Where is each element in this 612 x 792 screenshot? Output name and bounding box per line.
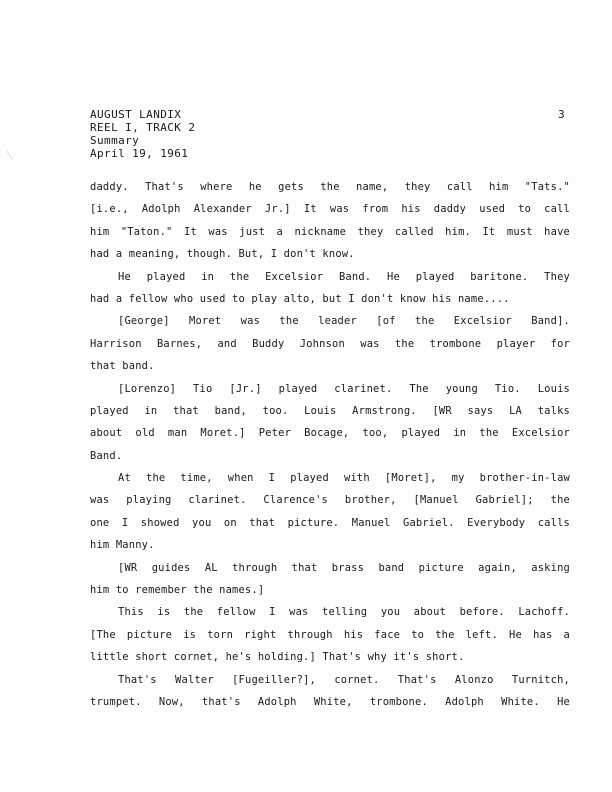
transcript-line: him to remember the names.]: [90, 584, 265, 597]
document-type: Summary: [90, 134, 140, 147]
transcript-line: [WR guides AL through that brass band picture again, asking: [118, 561, 570, 574]
transcript-line: He played in the Excelsior Band. He played baritone. They: [118, 270, 570, 283]
transcript-line: that band.: [90, 360, 155, 373]
transcript-line: had a meaning, though. But, I don't know.: [90, 248, 355, 261]
reel-track: REEL I, TRACK 2: [90, 121, 196, 134]
transcript-line: little short cornet, he's holding.] That's why it's short.: [90, 651, 465, 664]
transcript-header: [90, 108, 195, 160]
interviewee-name: AUGUST LANDIX: [90, 108, 182, 121]
transcript-line: [The picture is torn right through his face to the left. He has a: [90, 628, 570, 641]
interview-date: April 19, 1961: [90, 147, 189, 160]
transcript-line: one I showed you on that picture. Manuel Gabriel. Everybody calls: [90, 516, 570, 529]
transcript-body: [90, 180, 570, 717]
transcript-line: Harrison Barnes, and Buddy Johnson was the trombone player for: [90, 337, 570, 350]
transcript-line: trumpet. Now, that's Adolph White, trombone. Adolph White. He: [90, 695, 570, 708]
transcript-line: him Manny.: [90, 539, 155, 552]
transcript-line: [George] Moret was the leader [of the Excelsior Band].: [118, 315, 570, 328]
page-number: 3: [558, 108, 565, 121]
transcript-line: That's Walter [Fugeiller?], cornet. That's Alonzo Turnitch,: [118, 673, 570, 686]
scan-mark: [6, 144, 22, 160]
transcript-line: At the time, when I played with [Moret], my brother-in-law: [118, 472, 570, 485]
transcript-line: had a fellow who used to play alto, but I don't know his name....: [90, 292, 510, 305]
transcript-line: Band.: [90, 449, 123, 462]
transcript-line: about old man Moret.] Peter Bocage, too, played in the Excelsior: [90, 427, 570, 440]
transcript-line: him "Taton." It was just a nickname they called him. It must have: [90, 225, 570, 238]
transcript-line: was playing clarinet. Clarence's brother, [Manuel Gabriel]; the: [90, 494, 570, 507]
transcript-line: played in that band, too. Louis Armstrong. [WR says LA talks: [90, 404, 570, 417]
transcript-line: This is the fellow I was telling you about before. Lachoff.: [118, 606, 570, 619]
transcript-line: [Lorenzo] Tio [Jr.] played clarinet. The young Tio. Louis: [118, 382, 570, 395]
transcript-line: daddy. That's where he gets the name, they call him "Tats.": [90, 181, 570, 193]
transcript-line: [i.e., Adolph Alexander Jr.] It was from his daddy used to call: [90, 203, 570, 216]
